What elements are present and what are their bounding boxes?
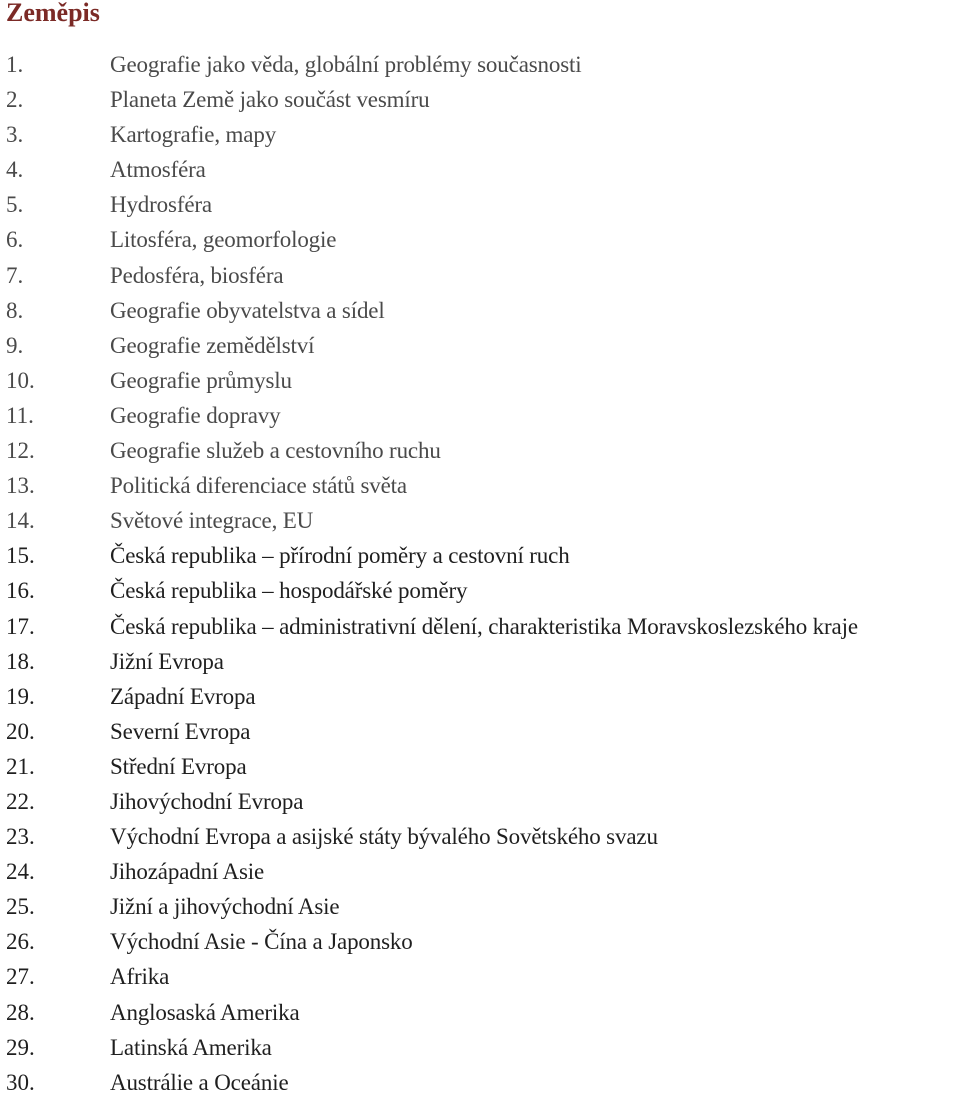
- list-item-text: Jihozápadní Asie: [110, 859, 265, 885]
- list-item-number: 1.: [6, 52, 24, 77]
- list-item-text: Geografie dopravy: [110, 402, 281, 428]
- list-item-number: 23.: [6, 824, 35, 850]
- list-item-text: Česká republika – hospodářské poměry: [110, 578, 468, 604]
- list-item-text: Planeta Země jako součást vesmíru: [110, 87, 430, 113]
- list-item-text: Geografie jako věda, globální problémy současnosti: [110, 52, 582, 77]
- list-item-number: 15.: [6, 543, 35, 569]
- list-item-text: Geografie průmyslu: [110, 367, 292, 393]
- list-item-text: Anglosaská Amerika: [110, 999, 300, 1025]
- list-item-text: Hydrosféra: [110, 192, 212, 218]
- list-item-text: Světové integrace, EU: [110, 508, 314, 534]
- list-item-text: Litosféra, geomorfologie: [110, 227, 337, 253]
- list-item-number: 11.: [6, 402, 34, 428]
- list-item-text: Jižní a jihovýchodní Asie: [110, 894, 340, 920]
- list-item-text: Geografie zemědělství: [110, 332, 315, 358]
- list-item-text: Austrálie a Oceánie: [110, 1069, 289, 1095]
- list-item-text: Afrika: [110, 964, 170, 990]
- list-item-number: 29.: [6, 1034, 35, 1060]
- list-item-text: Geografie služeb a cestovního ruchu: [110, 438, 441, 464]
- list-item-number: 9.: [6, 332, 24, 358]
- list-item-number: 4.: [6, 157, 24, 183]
- list-item-number: 24.: [6, 859, 35, 885]
- list-item-text: Pedosféra, biosféra: [110, 262, 284, 288]
- list-item-text: Česká republika – přírodní poměry a cestovní ruch: [110, 543, 570, 569]
- list-item-number: 25.: [6, 894, 35, 920]
- list-item-text: Severní Evropa: [110, 718, 251, 744]
- list-item-number: 10.: [6, 367, 35, 393]
- list-item-number: 27.: [6, 964, 35, 990]
- list-item-number: 8.: [6, 297, 24, 323]
- list-item-text: Východní Asie - Čína a Japonsko: [110, 929, 413, 955]
- list-item-number: 18.: [6, 648, 35, 674]
- list-item-number: 17.: [6, 613, 35, 639]
- list-item-text: Střední Evropa: [110, 753, 247, 779]
- list-item-text: Politická diferenciace států světa: [110, 473, 407, 499]
- list-item-number: 21.: [6, 753, 35, 779]
- list-item-text: Jihovýchodní Evropa: [110, 788, 304, 814]
- list-item-text: Atmosféra: [110, 157, 206, 183]
- list-item-number: 12.: [6, 438, 35, 464]
- list-item-number: 28.: [6, 999, 35, 1025]
- list-item-number: 26.: [6, 929, 35, 955]
- list-item-number: 13.: [6, 473, 35, 499]
- list-item-text: Jižní Evropa: [110, 648, 224, 674]
- list-item-text: Latinská Amerika: [110, 1034, 272, 1060]
- list-item-number: 2.: [6, 87, 24, 113]
- list-item-text: Česká republika – administrativní dělení, charakteristika Moravskoslezského kraje: [110, 613, 858, 639]
- list-item-text: Kartografie, mapy: [110, 122, 277, 148]
- list-item-number: 22.: [6, 788, 35, 814]
- list-item-number: 14.: [6, 508, 35, 534]
- list-item-number: 30.: [6, 1069, 35, 1095]
- list-item-text: Geografie obyvatelstva a sídel: [110, 297, 385, 323]
- list-item-number: 16.: [6, 578, 35, 604]
- list-item-text: Východní Evropa a asijské státy bývalého Sovětského svazu: [110, 824, 658, 850]
- list-item-number: 3.: [6, 122, 24, 148]
- page-title: Zeměpis: [6, 0, 100, 27]
- list-item-number: 19.: [6, 683, 35, 709]
- list-item-number: 6.: [6, 227, 24, 253]
- list-item-number: 20.: [6, 718, 35, 744]
- list-item-number: 7.: [6, 262, 24, 288]
- list-item-text: Západní Evropa: [110, 683, 256, 709]
- list-item-number: 5.: [6, 192, 24, 218]
